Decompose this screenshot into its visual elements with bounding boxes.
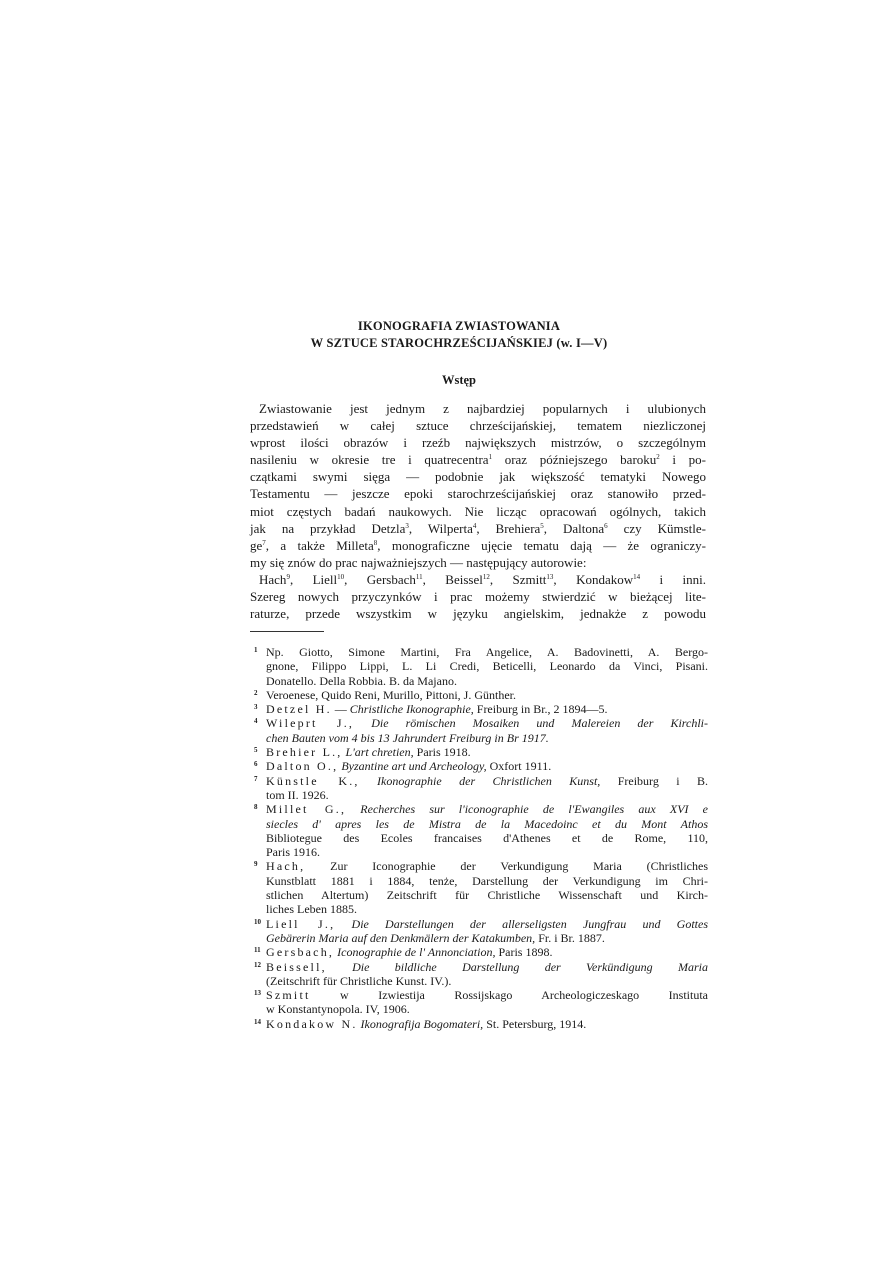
footnote-10: 10 Liell J., Die Darstellungen der allerseligsten Jungfrau und Gottes Gebärerin Maria auf den Denkmälern der Katakumben, Fr. i Br. 1887. (254, 916, 708, 945)
footnote-number: 12 (254, 960, 261, 969)
footnote-number: 6 (254, 760, 258, 769)
footnote-13: 13 Szmitt w Izwiestija Rossijskago Archeologiczeskago Instituta w Konstantynopola. IV, 1906. (254, 988, 708, 1017)
footnote-ref: 3 (405, 521, 409, 530)
footnote-number: 3 (254, 703, 258, 712)
body-paragraph (250, 400, 706, 622)
footnote-14: 14 Kondakow N. Ikonografija Bogomateri, St. Petersburg, 1914. (254, 1016, 587, 1031)
body-line: raturze, przede wszystkim w języku angielskim, jednakże z powodu (250, 606, 706, 622)
footnote-ref: 7 (262, 538, 266, 547)
footnote-number: 7 (254, 774, 258, 783)
title-line-2: W SZTUCE STAROCHRZEŚCIJAŃSKIEJ (w. I—V) (310, 336, 608, 350)
footnote-ref: 13 (546, 572, 554, 581)
footnote-8: 8 Millet G., Recherches sur l'iconographie de l'Ewangiles aux XVI e siecles d' apres les de Mistra de la Macedoinc et du Mont Athos Bibliotegue des Ecoles francaises d'Athenes et de Rome, 110, Paris 1916. (254, 802, 708, 860)
footnote-ref: 2 (656, 453, 660, 462)
footnote-ref: 6 (604, 521, 608, 530)
footnote-ref: 14 (633, 572, 641, 581)
footnote-ref: 8 (373, 538, 378, 547)
body-line: Testamentu — jeszcze epoki starochrześcijańskiej oraz stanowiło przed- (250, 486, 706, 502)
body-line: czątkami swymi sięga — podobnie jak większość tematyki Nowego (250, 469, 706, 485)
footnote-9: 9 Hach, Zur Iconographie der Verkundigung Maria (Christliches Kunstblatt 1881 i 1884, tenże, Darstellung der Verkundigung im Chri- stlichen Altertum) Zeitschrift für Christliche Wissenschaft und Kirch- liches Leben 1885. (254, 859, 708, 917)
footnote-number: 13 (254, 989, 261, 998)
footnote-number: 8 (254, 803, 258, 812)
footnote-2: 2 Veroenese, Quido Reni, Murillo, Pittoni, J. Günther. (254, 687, 516, 702)
footnote-number: 1 (254, 646, 258, 654)
body-line: nasileniu w okresie tre i quatrecentra$^1$ oraz późniejszego baroku$^2$ i po- (250, 452, 706, 468)
section-heading: Wstęp (441, 373, 477, 387)
footnote-separator (250, 631, 324, 632)
body-line: Zwiastowanie jest jednym z najbardziej popularnych i ulubionych (259, 401, 706, 416)
footnote-ref: 5 (540, 521, 544, 530)
footnote-ref: 10 (337, 572, 345, 581)
footnote-number: 9 (254, 860, 258, 869)
footnote-number: 4 (254, 717, 258, 726)
footnote-3: 3 Detzel H. — Christliche Ikonographie, Freiburg in Br., 2 1894—5. (254, 702, 608, 717)
body-line: Szereg nowych przyczynków i prac możemy stwierdzić w bieżącej lite- (250, 589, 706, 605)
footnote-number: 10 (254, 917, 261, 926)
footnote-6: 6 Dalton O., Byzantine art und Archeology, Oxfort 1911. (254, 759, 552, 774)
footnote-4: 4 Wileprt J., Die römischen Mosaiken und Malereien der Kirchli- chen Bauten vom 4 bis 13 Jahrundert Freiburg in Br 1917. (254, 716, 709, 745)
footnote-12: 12 Beissell, Die bildliche Darstellung der Verkündigung Maria (Zeitschrift für Christliche Kunst. IV.). (254, 959, 708, 988)
footnote-ref: 1 (488, 453, 493, 462)
footnote-ref: 4 (472, 521, 477, 530)
footnote-ref: 12 (482, 572, 490, 581)
footnote-ref: 9 (286, 572, 290, 581)
body-line: jak na przykład Detzla$^3$, Wilperta$^4$, Brehiera$^5$, Daltona$^6$ czy Kümstle- (250, 520, 706, 536)
footnote-ref: 11 (415, 572, 423, 581)
footnote-number: 2 (254, 688, 258, 697)
footnote-5: 5 Brehier L., L'art chretien, Paris 1918. (254, 745, 471, 760)
body-line: przedstawień w całej sztuce chrześcijańskiej, tematem niezliczonej (250, 418, 706, 434)
body-line: miot częstych badań naukowych. Nie licząc opracowań ogólnych, takich (250, 503, 706, 519)
footnote-number: 14 (254, 1017, 261, 1026)
body-line: Hach$^9$, Liell$^{10}$, Gersbach$^{11}$, Beissel$^{12}$, Szmitt$^{13}$, Kondakow$^{14}$ i inni. (259, 571, 707, 587)
body-line: my się znów do prac najważniejszych — następujący autorowie: (250, 554, 587, 570)
body-line: wprost ilości obrazów i rzeźb największych mistrzów, o szczególnym (250, 435, 706, 451)
article-title (250, 318, 668, 352)
footnotes (252, 645, 708, 1031)
footnote-number: 5 (254, 746, 258, 755)
footnote-number: 11 (254, 946, 261, 955)
footnote-11: 11 Gersbach, Iconographie de l' Annonciation, Paris 1898. (254, 945, 553, 960)
footnote-1: 1 Np. Giotto, Simone Martini, Fra Angelice, A. Badovinetti, A. Bergo- gnone, Filippo Lippi, L. Li Credi, Beticelli, Leonardo da Vinci, Pisani. Donatello. Della Robbia. B. da Majano. (254, 645, 708, 688)
title-line-1: IKONOGRAFIA ZWIASTOWANIA (357, 319, 561, 333)
body-line: $ge^7$, a także Milleta$^8$, monograficzne ujęcie tematu dają — że ograniczy- (250, 537, 706, 553)
footnote-7: 7 Künstle K., Ikonographie der Christlichen Kunst, Freiburg i B. tom II. 1926. (254, 773, 708, 802)
